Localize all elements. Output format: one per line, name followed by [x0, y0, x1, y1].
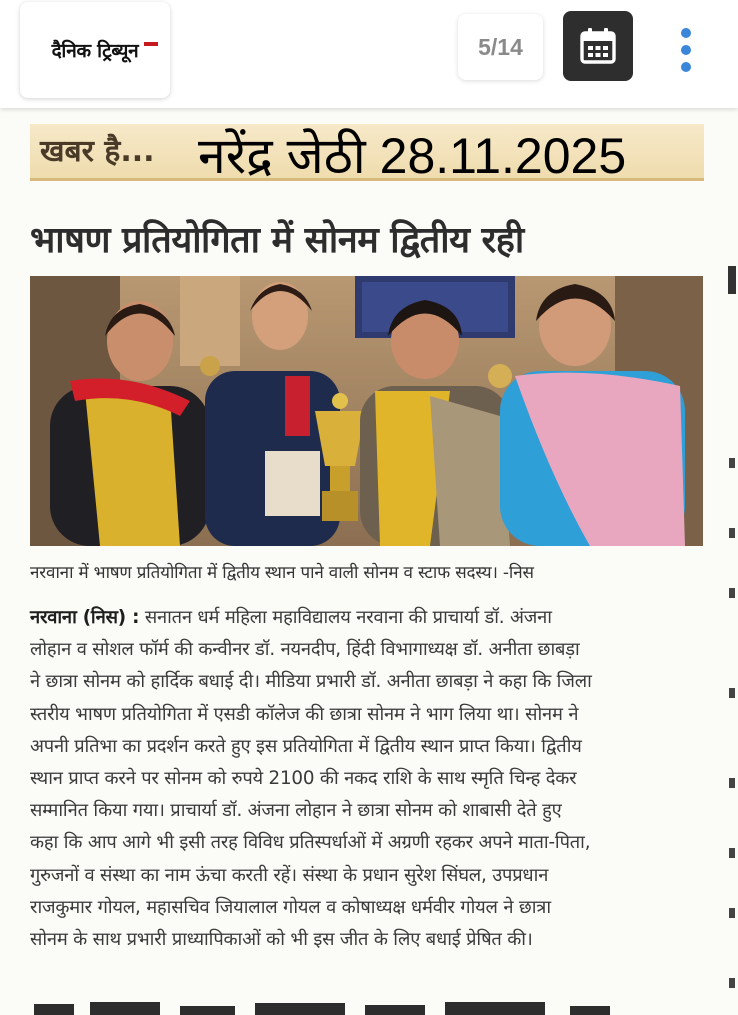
cropped-text-shapes: [30, 998, 650, 1015]
article-body-line: स्थान प्राप्त करने पर सोनम को रुपये 2100 की नकद राशि के साथ स्मृति चिन्ह देकर: [30, 768, 577, 790]
handwritten-note: नरेंद्र जेठी 28.11.2025: [198, 128, 627, 184]
epaper-page-view[interactable]: [0, 108, 738, 1015]
app-bar: [0, 0, 738, 108]
article-body-line: अपनी प्रतिभा का प्रदर्शन करते हुए इस प्रतियोगिता में द्वितीय स्थान प्राप्त किया। द्वितीय: [30, 735, 582, 757]
article-body-line: गुरुजनों व संस्था का नाम ऊंचा करती रहें। संस्था के प्रधान सुरेश सिंघल, उपप्रधान: [30, 864, 549, 886]
article-body-line: स्तरीय भाषण प्रतियोगिता में एसडी कॉलेज की छात्रा सोनम ने भाग लिया था। सोनम ने: [30, 703, 579, 725]
more-vertical-icon: [681, 45, 691, 55]
article-dateline: नरवाना (निस) :: [30, 607, 140, 628]
section-banner: [30, 124, 704, 184]
page-counter-button[interactable]: [458, 14, 543, 80]
article-body-line: [30, 602, 710, 634]
article-body-line: सोनम के साथ प्रभारी प्राध्यापिकाओं को भी इस जीत के लिए बधाई प्रेषित की।: [30, 929, 533, 951]
adjacent-column-marks: [724, 258, 738, 1015]
more-vertical-icon: [681, 62, 691, 72]
article-body: [30, 602, 710, 956]
section-label: खबर है...: [40, 134, 155, 169]
more-vertical-icon: [681, 28, 691, 38]
article-body-line: राजकुमार गोयल, महासचिव जियालाल गोयल व कोषाध्यक्ष धर्मवीर गोयल ने छात्रा: [30, 896, 551, 918]
article-headline: भाषण प्रतियोगिता में सोनम द्वितीय रही: [30, 220, 524, 261]
next-headline-fragment: [30, 998, 650, 1015]
article-body-line: कहा कि आप आगे भी इसी तरह विविध प्रतिस्पर्धाओं में अग्रणी रहकर अपने माता-पिता,: [30, 832, 591, 854]
article-photo[interactable]: [30, 276, 703, 546]
logo-accent-mark: [144, 42, 158, 46]
adjacent-column-fragment: [724, 258, 738, 1015]
article-body-line: लोहान व सोशल फॉर्म की कन्वीनर डॉ. नयनदीप, हिंदी विभागाध्यक्ष डॉ. अनीता छाबड़ा: [30, 639, 580, 661]
article-body-line: सम्मानित किया गया। प्राचार्या डॉ. अंजना लोहान ने छात्रा सोनम को शाबासी देते हुए: [30, 800, 562, 822]
more-options-button[interactable]: [666, 22, 706, 78]
calendar-icon: [578, 26, 618, 66]
publication-logo[interactable]: [20, 2, 170, 98]
article-body-line: ने छात्रा सोनम को हार्दिक बधाई दी। मीडिया प्रभारी डॉ. अनीता छाबड़ा ने कहा कि जिला: [30, 671, 592, 693]
logo-text: दैनिक ट्रिब्यून: [51, 40, 139, 62]
photo-illustration: [30, 276, 703, 546]
article-body-line-text: सनातन धर्म महिला महाविद्यालय नरवाना की प्राचार्या डॉ. अंजना: [139, 607, 552, 628]
photo-caption: नरवाना में भाषण प्रतियोगिता में द्वितीय स्थान पाने वाली सोनम व स्टाफ सदस्य। -निस: [30, 563, 534, 583]
calendar-button[interactable]: [563, 11, 633, 81]
page-counter-label: 5/14: [478, 33, 523, 60]
